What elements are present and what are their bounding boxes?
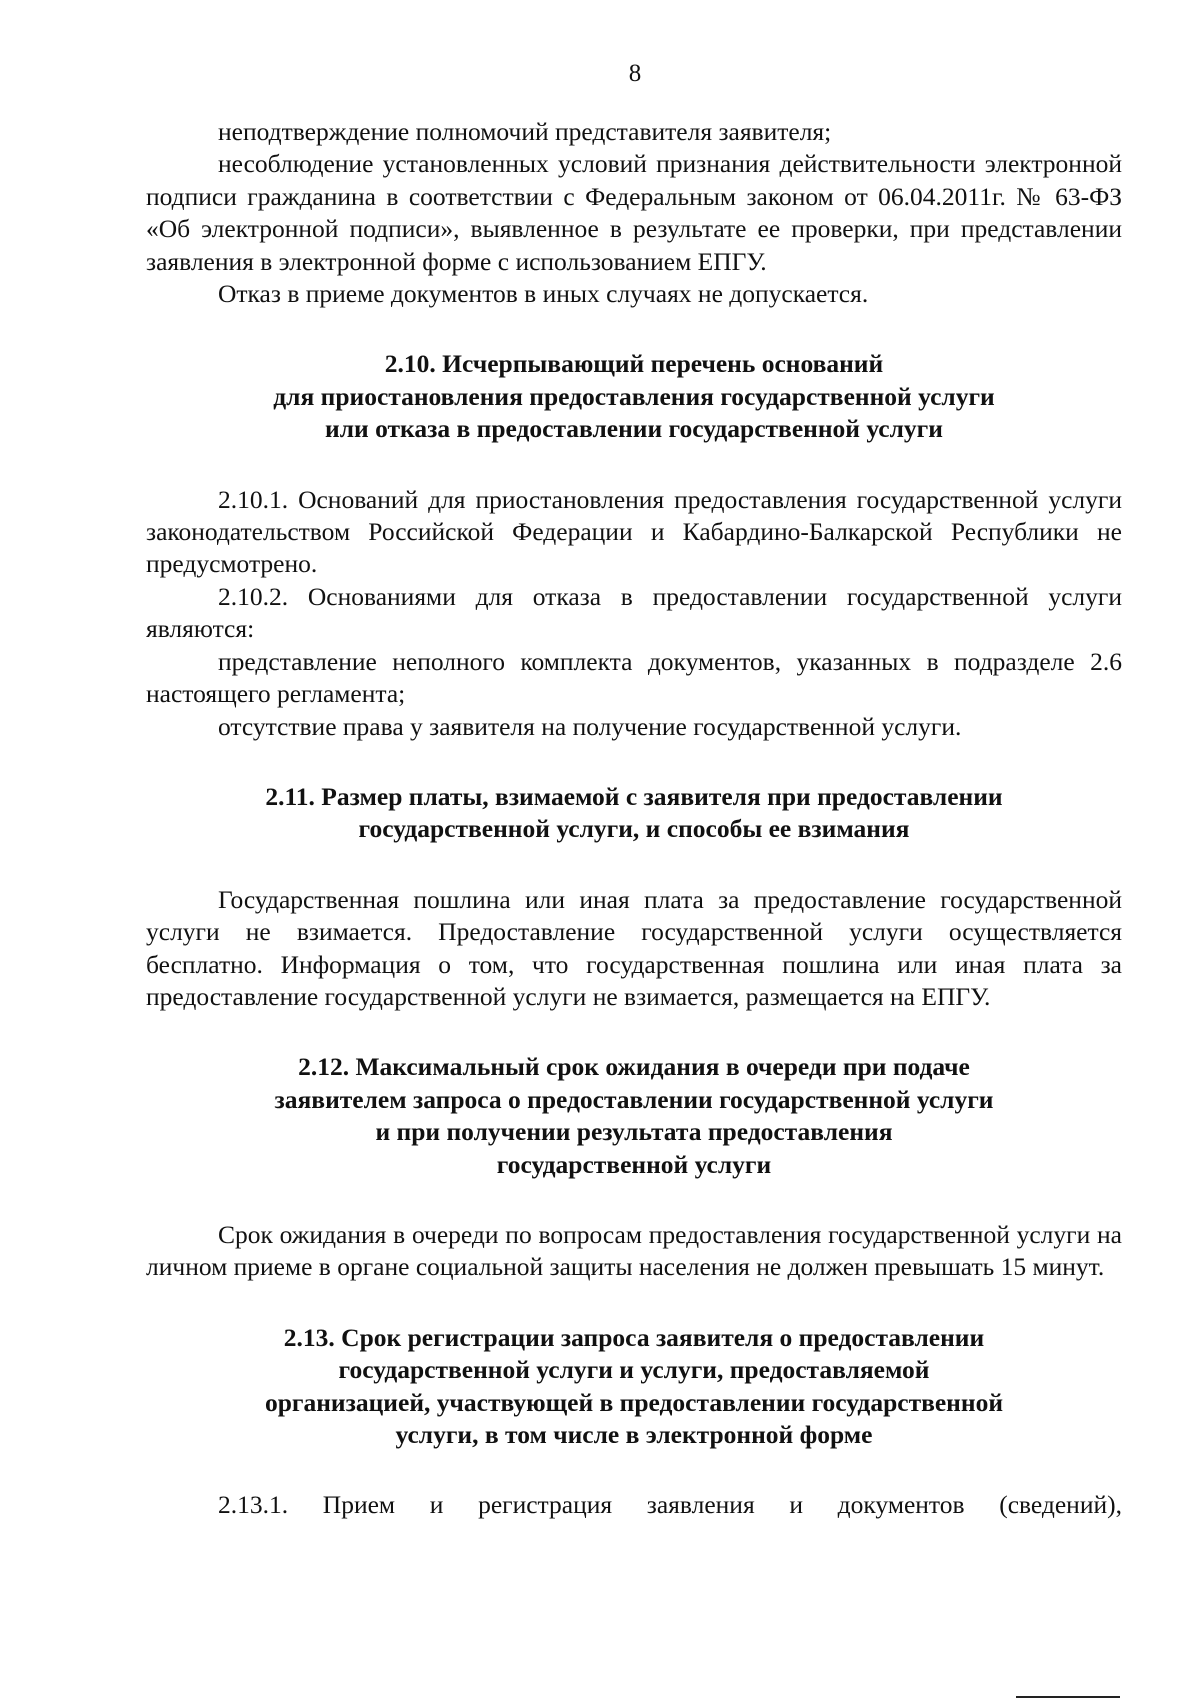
paragraph: представление неполного комплекта документов, указанных в подразделе 2.6 настоящего регламента;	[146, 646, 1122, 709]
heading-line: государственной услуги	[496, 1149, 772, 1179]
document-body	[146, 116, 1122, 1522]
paragraph: отсутствие права у заявителя на получение государственной услуги.	[218, 711, 962, 741]
section-heading-2-11	[146, 781, 1122, 846]
paragraph: Отказ в приеме документов в иных случаях не допускается.	[218, 279, 869, 309]
section-heading-2-10	[146, 348, 1122, 445]
page-number: 8	[628, 60, 642, 87]
section-heading-2-13	[146, 1322, 1122, 1452]
heading-line: 2.12. Максимальный срок ожидания в очереди при подаче	[298, 1052, 970, 1082]
paragraph: Государственная пошлина или иная плата за предоставление государственной услуги не взимается. Предоставление государственной услуги осуществляется бесплатно. Информация о том, что государственная пошлина или иная плата за предоставление государственной услуги не взимается, размещается на ЕПГУ.	[146, 884, 1122, 1011]
paragraph-last-line: 2.13.1. Прием и регистрация заявления и документов (сведений),	[218, 1490, 1122, 1520]
paragraph: 2.10.1. Оснований для приостановления предоставления государственной услуги законодательством Российской Федерации и Кабардино-Балкарской Республики не предусмотрено.	[146, 484, 1122, 579]
heading-line: 2.11. Размер платы, взимаемой с заявителя при предоставлении	[265, 781, 1003, 811]
heading-line: 2.13. Срок регистрации запроса заявителя о предоставлении	[283, 1322, 985, 1352]
heading-line: 2.10. Исчерпывающий перечень оснований	[384, 349, 884, 379]
heading-line: заявителем запроса о предоставлении государственной услуги	[274, 1084, 994, 1114]
paragraph: Срок ожидания в очереди по вопросам предоставления государственной услуги на личном приеме в органе социальной защиты населения не должен превышать 15 минут.	[146, 1219, 1122, 1282]
heading-line: организацией, участвующей в предоставлении государственной	[264, 1387, 1004, 1417]
heading-line: и при получении результата предоставления	[375, 1117, 893, 1147]
heading-line: услуги, в том числе в электронной форме	[395, 1420, 873, 1449]
heading-line: для приостановления предоставления государственной услуги	[273, 381, 995, 411]
heading-line: или отказа в предоставлении государственной услуги	[325, 414, 943, 444]
heading-line: государственной услуги, и способы ее взимания	[358, 814, 910, 844]
paragraph: неподтверждение полномочий представителя заявителя;	[218, 117, 832, 146]
section-heading-2-12	[146, 1051, 1122, 1181]
paragraph: несоблюдение установленных условий признания действительности электронной подписи гражданина в соответствии с Федеральным законом от 06.04.2011г. № 63-ФЗ «Об электронной подписи», выявленное в результате ее проверки, при представлении заявления в электронной форме с использованием ЕПГУ.	[146, 149, 1122, 276]
paragraph: 2.10.2. Основаниями для отказа в предоставлении государственной услуги являются:	[146, 581, 1122, 644]
heading-line: государственной услуги и услуги, предоставляемой	[338, 1355, 930, 1385]
footer-rule	[1016, 1696, 1120, 1698]
